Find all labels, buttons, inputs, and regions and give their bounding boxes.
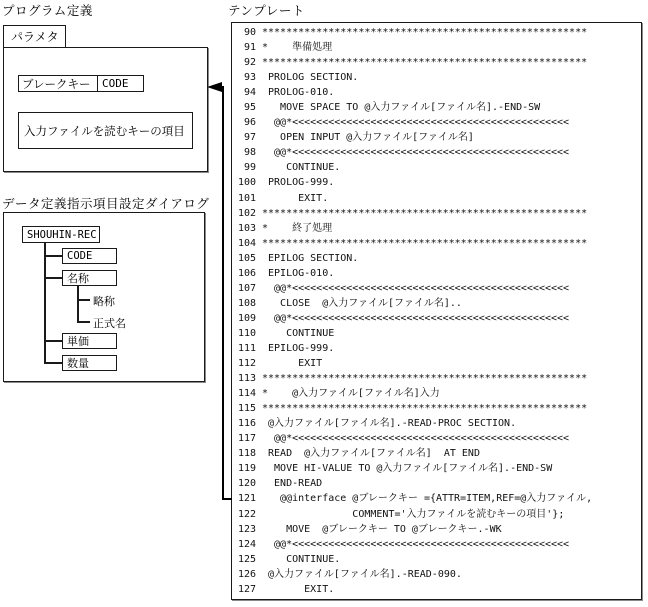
dialog-title: データ定義指示項目設定ダイアログ xyxy=(2,197,210,211)
code-line-text: * 準備処理 xyxy=(262,42,333,54)
code-line-text: @入力ファイル[ファイル名].-READ-PROC SECTION. xyxy=(262,418,517,430)
code-line-text: ****************************************************** xyxy=(262,373,588,385)
code-line-number: 113 xyxy=(237,373,256,385)
parameter-tab xyxy=(3,25,66,48)
tree-node-code xyxy=(62,248,117,264)
code-line-number: 95 xyxy=(243,102,256,114)
code-line xyxy=(235,206,641,221)
code-line xyxy=(235,281,641,296)
code-line-text: EXIT. xyxy=(262,583,335,595)
code-line-text: EXIT. xyxy=(262,192,329,204)
code-line-text: @@*<<<<<<<<<<<<<<<<<<<<<<<<<<<<<<<<<<<<<<<<<<<<<< xyxy=(262,117,570,129)
tree-node-quantity xyxy=(62,355,117,371)
code-line-number: 99 xyxy=(243,162,256,174)
code-line-text: MOVE HI-VALUE TO @入力ファイル[ファイル名].-END-SW xyxy=(262,463,553,475)
code-line-number: 94 xyxy=(243,87,256,99)
code-line-text: * @入力ファイル[ファイル名]入力 xyxy=(262,388,440,400)
code-line-text: OPEN INPUT @入力ファイル[ファイル名] xyxy=(262,132,474,144)
code-line-text: ****************************************************** xyxy=(262,237,588,249)
tree-leaf-short-name: 略称 xyxy=(93,296,115,308)
code-line-number: 124 xyxy=(237,538,256,550)
code-line-number: 100 xyxy=(237,177,256,189)
code-line-number: 91 xyxy=(243,42,256,54)
code-line xyxy=(235,85,641,100)
code-line xyxy=(235,522,641,537)
code-line-text: PROLOG SECTION. xyxy=(262,72,359,84)
code-line xyxy=(235,175,641,190)
code-line xyxy=(235,100,641,115)
code-line-text: READ @入力ファイル[ファイル名] AT END xyxy=(262,448,480,460)
code-line xyxy=(235,537,641,552)
code-line xyxy=(235,236,641,251)
program-definition-title: プログラム定義 xyxy=(2,4,93,18)
code-line xyxy=(235,401,641,416)
code-line-text: CONTINUE xyxy=(262,327,335,339)
code-line xyxy=(235,145,641,160)
code-line-number: 121 xyxy=(237,493,256,505)
tree-node-unit-price xyxy=(62,333,117,349)
code-line-text: @入力ファイル[ファイル名].-READ-090. xyxy=(262,568,462,580)
code-line-number: 108 xyxy=(237,297,256,309)
tree-node-root xyxy=(22,226,100,243)
code-line-text: ****************************************************** xyxy=(262,57,588,69)
connector-line-vertical xyxy=(222,86,224,500)
code-line xyxy=(235,507,641,522)
code-line-number: 111 xyxy=(237,342,256,354)
tree-stub-unit-price xyxy=(44,340,62,342)
code-line xyxy=(235,476,641,491)
code-line-text: CONTINUE. xyxy=(262,553,341,565)
tree-node-name-label: 名称 xyxy=(67,273,89,285)
code-line xyxy=(235,191,641,206)
code-line-text: ****************************************************** xyxy=(262,207,588,219)
code-line xyxy=(235,130,641,145)
tree-node-quantity-label: 数量 xyxy=(67,358,89,370)
code-line xyxy=(235,431,641,446)
code-line-number: 90 xyxy=(243,27,256,38)
code-line-text: EPILOG SECTION. xyxy=(262,252,359,264)
code-line-number: 112 xyxy=(237,358,256,370)
code-line-text: CONTINUE. xyxy=(262,162,341,174)
code-line xyxy=(235,221,641,236)
code-line-number: 118 xyxy=(237,448,256,460)
code-line xyxy=(235,461,641,476)
code-line-text: CLOSE @入力ファイル[ファイル名].. xyxy=(262,297,462,309)
tree-leaf-formal-name: 正式名 xyxy=(93,318,126,330)
code-line-number: 115 xyxy=(237,403,256,415)
code-line-number: 103 xyxy=(237,222,256,234)
program-definition-panel xyxy=(3,47,208,172)
code-line-number: 117 xyxy=(237,433,256,445)
code-line xyxy=(235,416,641,431)
code-line-number: 105 xyxy=(237,252,256,264)
code-line-number: 126 xyxy=(237,568,256,580)
code-line-text: EPILOG-010. xyxy=(262,267,335,279)
code-line xyxy=(235,266,641,281)
code-line xyxy=(235,55,641,70)
tree-stub-formal-name xyxy=(77,321,90,323)
code-line-number: 96 xyxy=(243,117,256,129)
code-line-text: ****************************************************** xyxy=(262,403,588,415)
code-line xyxy=(235,25,641,40)
code-line xyxy=(235,251,641,266)
code-line-number: 107 xyxy=(237,282,256,294)
code-line xyxy=(235,115,641,130)
code-line-number: 106 xyxy=(237,267,256,279)
code-line-number: 125 xyxy=(237,553,256,565)
code-lines xyxy=(235,25,641,597)
break-key-note-box xyxy=(18,112,193,149)
code-line xyxy=(235,552,641,567)
template-title: テンプレート xyxy=(228,4,305,18)
code-line xyxy=(235,70,641,85)
tree-stub-quantity xyxy=(44,362,62,364)
tree-stub-short-name xyxy=(77,299,90,301)
break-key-value: CODE xyxy=(102,77,129,90)
tree-trunk-line xyxy=(44,243,46,364)
break-key-field xyxy=(18,75,144,92)
code-line-number: 109 xyxy=(237,312,256,324)
code-line xyxy=(235,311,641,326)
code-line xyxy=(235,160,641,175)
template-code-panel xyxy=(231,22,642,600)
connector-line-bottom xyxy=(222,498,232,500)
code-line-text: PROLOG-010. xyxy=(262,87,335,99)
code-line-text: EXIT xyxy=(262,358,323,370)
tree-node-unit-price-label: 単価 xyxy=(67,336,89,348)
code-line-number: 93 xyxy=(243,72,256,84)
code-line xyxy=(235,386,641,401)
code-line xyxy=(235,326,641,341)
code-line-number: 97 xyxy=(243,132,256,144)
code-line-number: 119 xyxy=(237,463,256,475)
code-line-text: @@*<<<<<<<<<<<<<<<<<<<<<<<<<<<<<<<<<<<<<<<<<<<<<< xyxy=(262,312,570,324)
code-line-text: * 終了処理 xyxy=(262,222,333,234)
code-line xyxy=(235,371,641,386)
code-line-text: PROLOG-999. xyxy=(262,177,335,189)
code-line-text: COMMENT='入力ファイルを読むキーの項目'}; xyxy=(262,508,565,520)
tree-stub-name xyxy=(44,277,62,279)
code-line-text: @@*<<<<<<<<<<<<<<<<<<<<<<<<<<<<<<<<<<<<<<<<<<<<<< xyxy=(262,147,570,159)
code-line-number: 127 xyxy=(237,583,256,595)
code-line-text: ****************************************************** xyxy=(262,27,588,38)
code-line-text: END-READ xyxy=(262,478,323,490)
code-line-number: 92 xyxy=(243,57,256,69)
code-line xyxy=(235,40,641,55)
code-line xyxy=(235,341,641,356)
code-line xyxy=(235,582,641,597)
code-line-number: 122 xyxy=(237,508,256,520)
code-line xyxy=(235,296,641,311)
code-line-text: @@*<<<<<<<<<<<<<<<<<<<<<<<<<<<<<<<<<<<<<<<<<<<<<< xyxy=(262,282,570,294)
code-line-number: 101 xyxy=(237,192,256,204)
break-key-note-text: 入力ファイルを読むキーの項目 xyxy=(24,125,185,138)
code-line-text: EPILOG-999. xyxy=(262,342,335,354)
tree-node-root-label: SHOUHIN-REC xyxy=(27,228,97,241)
code-line-text: MOVE @ブレークキー TO @ブレークキー.-WK xyxy=(262,523,502,535)
code-line-text: @@*<<<<<<<<<<<<<<<<<<<<<<<<<<<<<<<<<<<<<<<<<<<<<< xyxy=(262,433,570,445)
code-line xyxy=(235,356,641,371)
code-line xyxy=(235,491,641,506)
parameter-tab-label: パラメタ xyxy=(11,30,59,44)
code-line-text: @@*<<<<<<<<<<<<<<<<<<<<<<<<<<<<<<<<<<<<<<<<<<<<<< xyxy=(262,538,570,550)
code-line-number: 123 xyxy=(237,523,256,535)
break-key-label: ブレークキー xyxy=(19,76,98,91)
code-line-text: MOVE SPACE TO @入力ファイル[ファイル名].-END-SW xyxy=(262,102,541,114)
code-line xyxy=(235,567,641,582)
code-line-number: 120 xyxy=(237,478,256,490)
tree-stub-code xyxy=(44,255,62,257)
code-line-number: 116 xyxy=(237,418,256,430)
code-line xyxy=(235,446,641,461)
code-line-number: 104 xyxy=(237,237,256,249)
tree-node-name xyxy=(62,270,117,286)
code-line-number: 110 xyxy=(237,327,256,339)
code-line-text: @@interface @ブレークキー ={ATTR=ITEM,REF=@入力ファイル, xyxy=(262,493,593,505)
tree-node-code-label: CODE xyxy=(67,250,93,262)
code-line-number: 98 xyxy=(243,147,256,159)
code-line-number: 102 xyxy=(237,207,256,219)
code-line-number: 114 xyxy=(237,388,256,400)
tree-subtrunk-line xyxy=(77,286,79,323)
